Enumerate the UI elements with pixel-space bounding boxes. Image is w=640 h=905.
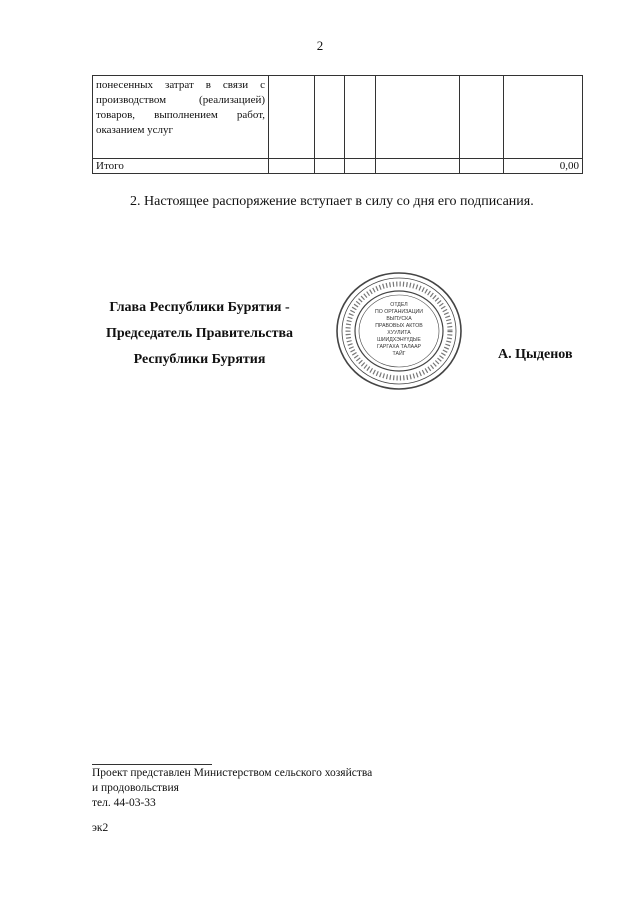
table-cell	[269, 159, 315, 174]
footnote-divider	[92, 764, 212, 765]
footnote-line: Проект представлен Министерством сельского хозяйства	[92, 767, 373, 779]
footnote-phone: тел. 44-03-33	[92, 797, 156, 809]
table-cell-description: понесенных затрат в связи с производством (реализацией) товаров, выполнением работ, оказанием услуг	[93, 76, 269, 159]
table-cell	[376, 76, 460, 159]
footnote-line: и продовольствия	[92, 782, 179, 794]
signatory-position-line: Республики Бурятия	[133, 352, 266, 367]
document-code: эк2	[92, 822, 109, 834]
seal-text-line: ХУУЛИТА	[387, 330, 411, 336]
table-cell	[460, 76, 504, 159]
seal-text-line: ГАРГАХА ТАЛААР	[376, 344, 422, 350]
seal-text-line: ПРАВОВЫХ АКТОВ	[375, 323, 423, 329]
seal-text-line: ШИИДХЭНҮҮДЫЕ	[377, 337, 421, 343]
seal-text-line: ПО ОРГАНИЗАЦИИ	[375, 309, 423, 315]
table-cell-total-label: Итого	[93, 159, 269, 174]
table-cell	[315, 76, 345, 159]
table-cell	[376, 159, 460, 174]
seal-text-line: ТАЙГ	[392, 351, 406, 357]
continuation-table	[92, 75, 583, 174]
table-cell	[460, 159, 504, 174]
table-cell	[345, 76, 376, 159]
signatory-position-line: Глава Республики Бурятия -	[109, 300, 290, 315]
table-row	[93, 76, 583, 159]
table-cell	[345, 159, 376, 174]
table-row-total	[93, 159, 583, 174]
table-cell	[315, 159, 345, 174]
footnote	[92, 766, 372, 811]
signatory-name: А. Цыденов	[498, 347, 573, 362]
table-cell	[269, 76, 315, 159]
signatory-position	[92, 295, 307, 373]
official-seal	[333, 269, 465, 393]
seal-text-line: ВЫПУСКА	[386, 316, 412, 322]
decree-paragraph: 2. Настоящее распоряжение вступает в силу со дня его подписания.	[130, 194, 534, 209]
table-cell-total-value: 0,00	[504, 159, 583, 174]
page-number: 2	[316, 38, 324, 53]
seal-text-line: ОТДЕЛ	[390, 302, 408, 308]
table-cell	[504, 76, 583, 159]
signatory-position-line: Председатель Правительства	[105, 326, 294, 341]
